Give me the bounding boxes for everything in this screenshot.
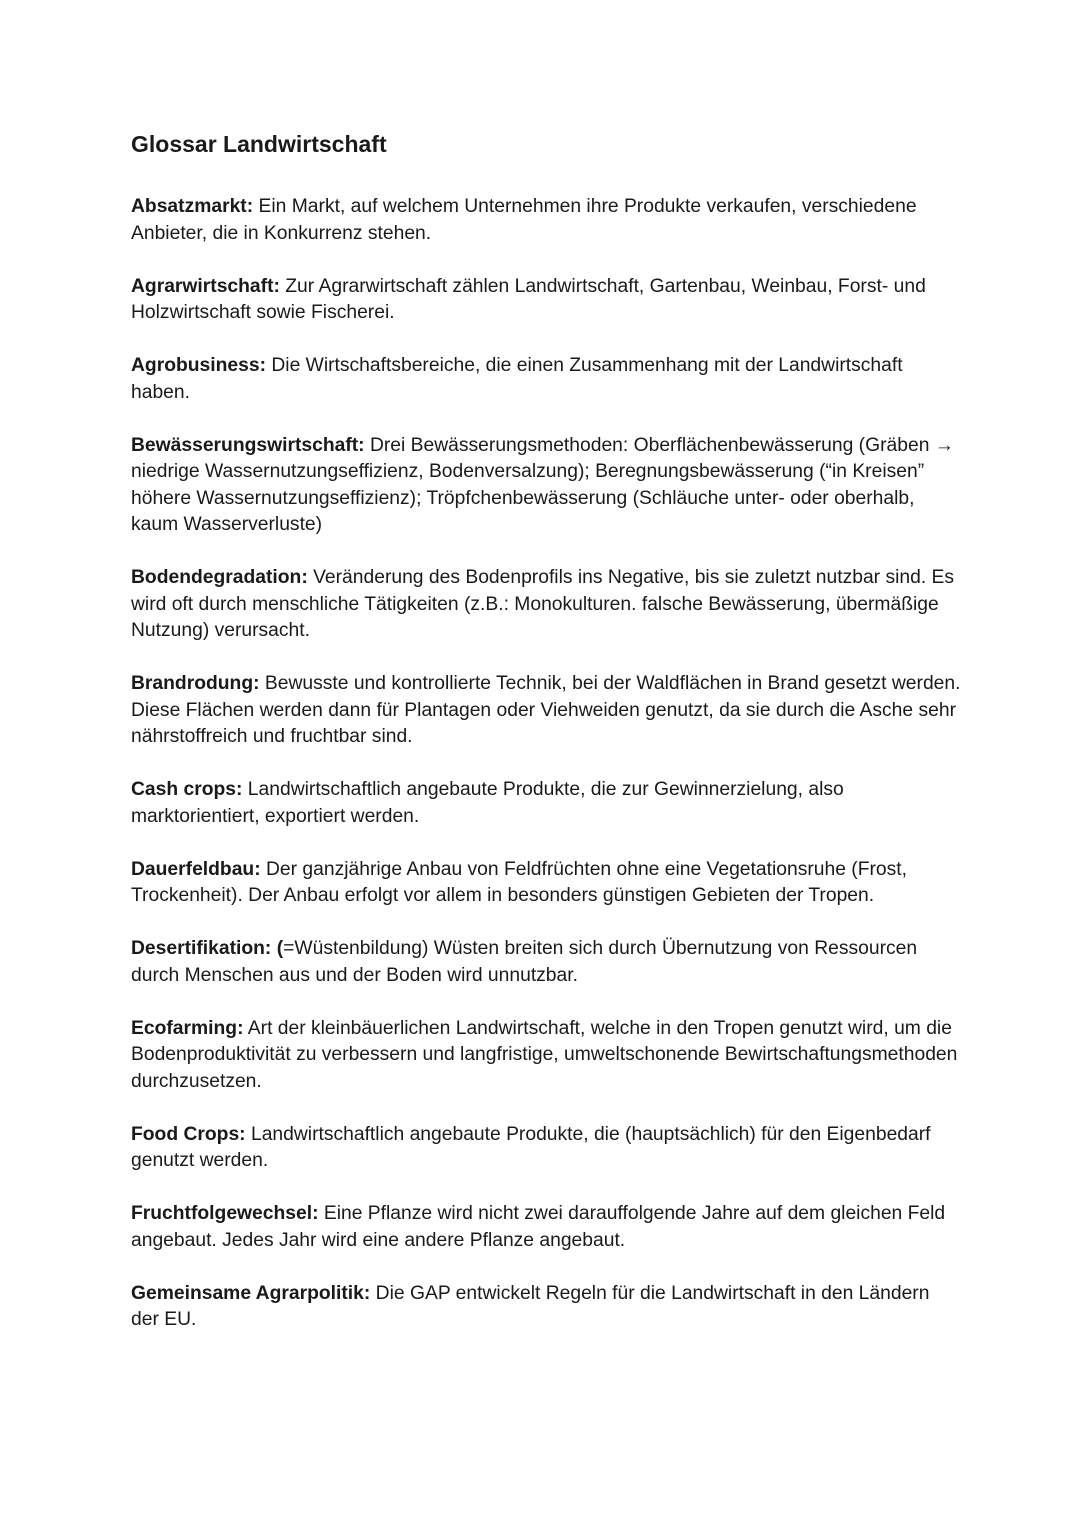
glossary-term: Bodendegradation: [131,567,308,588]
glossary-definition: Drei Bewässerungsmethoden: Oberflächenbewässerung (Gräben → niedrige Wassernutzungseffizienz, Bodenversalzung); Beregnungsbewässerung (“in Kreisen” höhere Wassernutzungseffizienz); Tröpfchenbewässerung (Schläuche unter- oder oberhalb, kaum Wasserverluste) [131,434,955,535]
glossary-entry-food-crops [131,1122,961,1175]
glossary-definition: Landwirtschaftlich angebaute Produkte, die (hauptsächlich) für den Eigenbedarf genutzt werden. [131,1123,931,1171]
glossary-definition: Veränderung des Bodenprofils ins Negative, bis sie zuletzt nutzbar sind. Es wird oft durch menschliche Tätigkeiten (z.B.: Monokulturen. falsche Bewässerung, übermäßige Nutzung) verursacht. [131,567,955,641]
glossary-entry-absatzmarkt [131,194,961,247]
glossary-entry-agrobusiness [131,353,961,406]
glossary-entry-desertifikation [131,936,961,989]
glossary-term: Brandrodung: [131,673,260,694]
glossary-definition: Zur Agrarwirtschaft zählen Landwirtschaft, Gartenbau, Weinbau, Forst- und Holzwirtschaft sowie Fischerei. [131,275,926,323]
glossary-definition: Die GAP entwickelt Regeln für die Landwirtschaft in den Ländern der EU. [131,1282,930,1330]
glossary-entry-gemeinsame-agrarpolitik [131,1281,961,1334]
glossary-definition: Ein Markt, auf welchem Unternehmen ihre Produkte verkaufen, verschiedene Anbieter, die in Konkurrenz stehen. [131,196,917,244]
glossary-term: Gemeinsame Agrarpolitik: [131,1282,371,1304]
glossary-definition: Bewusste und kontrollierte Technik, bei der Waldflächen in Brand gesetzt werden. Diese Flächen werden dann für Plantagen oder Viehweiden genutzt, da sie durch die Asche sehr nährstoffreich und fruchtbar sind. [131,673,961,747]
glossary-term: Food Crops: [131,1123,246,1145]
glossary-term: Dauerfeldbau: [131,858,261,880]
glossary-entry-bodendegradation [131,565,961,645]
glossary-entry-ecofarming [131,1016,961,1096]
glossary-term: Ecofarming: [131,1017,244,1039]
glossary-term: Fruchtfolgewechsel: [131,1203,319,1224]
glossary-term: Agrarwirtschaft: [131,275,280,297]
document-page [131,128,961,1360]
glossary-definition: =Wüstenbildung) Wüsten breiten sich durch Übernutzung von Ressourcen durch Menschen aus und der Boden wird unnutzbar. [131,938,918,986]
glossary-definition: Der ganzjährige Anbau von Feldfrüchten ohne eine Vegetationsruhe (Frost, Trockenheit). Der Anbau erfolgt vor allem in besonders günstigen Gebieten der Tropen. [131,858,907,906]
glossary-entry-cash-crops [131,777,961,830]
glossary-entry-bewaesserungswirtschaft [131,433,961,539]
page-title: Glossar Landwirtschaft [131,131,387,157]
glossary-definition: Die Wirtschaftsbereiche, die einen Zusammenhang mit der Landwirtschaft haben. [131,355,903,403]
glossary-entry-dauerfeldbau [131,857,961,910]
glossary-definition: Art der kleinbäuerlichen Landwirtschaft, welche in den Tropen genutzt wird, um die Bodenproduktivität zu verbessern und langfristige, umweltschonende Bewirtschaftungsmethoden durchzusetzen. [131,1017,958,1092]
glossary-definition: Landwirtschaftlich angebaute Produkte, die zur Gewinnerzielung, also marktorientiert, exportiert werden. [131,779,844,827]
glossary-definition: Eine Pflanze wird nicht zwei darauffolgende Jahre auf dem gleichen Feld angebaut. Jedes Jahr wird eine andere Pflanze angebaut. [131,1203,946,1251]
glossary-term: Bewässerungswirtschaft: [131,434,365,456]
glossary-term: Agrobusiness: [131,355,266,376]
glossary-entry-brandrodung [131,671,961,751]
glossary-entry-fruchtfolgewechsel [131,1201,961,1254]
glossary-term: Cash crops: [131,779,243,800]
glossary-term: Desertifikation: ( [131,938,284,959]
glossary-term: Absatzmarkt: [131,196,254,217]
glossary-entry-agrarwirtschaft [131,274,961,327]
